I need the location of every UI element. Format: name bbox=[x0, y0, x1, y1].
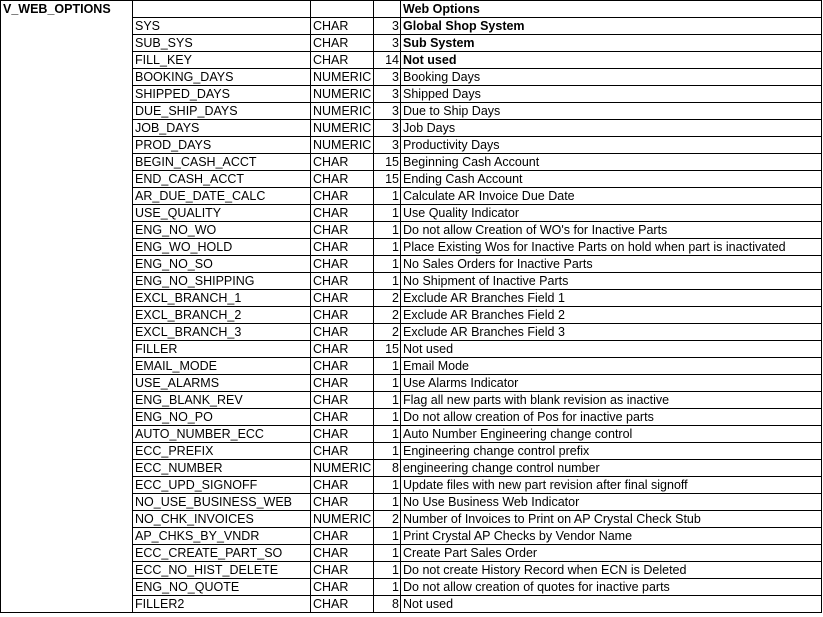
data-type-cell[interactable]: NUMERIC bbox=[311, 511, 374, 528]
description-cell[interactable]: Not used bbox=[401, 52, 822, 69]
empty-cell[interactable] bbox=[1, 579, 133, 596]
empty-cell[interactable] bbox=[1, 494, 133, 511]
description-cell[interactable]: Productivity Days bbox=[401, 137, 822, 154]
field-name-cell[interactable]: SYS bbox=[133, 18, 311, 35]
description-cell[interactable]: Global Shop System bbox=[401, 18, 822, 35]
data-type-cell[interactable]: CHAR bbox=[311, 307, 374, 324]
length-cell[interactable]: 1 bbox=[374, 545, 401, 562]
empty-cell[interactable] bbox=[1, 443, 133, 460]
description-cell[interactable]: Do not create History Record when ECN is Deleted bbox=[401, 562, 822, 579]
data-type-cell[interactable]: CHAR bbox=[311, 528, 374, 545]
field-name-cell[interactable]: ECC_UPD_SIGNOFF bbox=[133, 477, 311, 494]
table-row bbox=[1, 358, 822, 375]
length-cell[interactable]: 14 bbox=[374, 52, 401, 69]
data-type-cell[interactable]: NUMERIC bbox=[311, 120, 374, 137]
data-type-cell[interactable]: NUMERIC bbox=[311, 86, 374, 103]
table-row bbox=[1, 477, 822, 494]
table-row bbox=[1, 154, 822, 171]
field-name-cell[interactable]: AR_DUE_DATE_CALC bbox=[133, 188, 311, 205]
description-cell[interactable]: Update files with new part revision after final signoff bbox=[401, 477, 822, 494]
field-name-cell[interactable]: NO_CHK_INVOICES bbox=[133, 511, 311, 528]
length-cell[interactable]: 3 bbox=[374, 86, 401, 103]
empty-cell[interactable] bbox=[311, 1, 374, 18]
field-name-cell[interactable]: ECC_CREATE_PART_SO bbox=[133, 545, 311, 562]
length-cell[interactable]: 2 bbox=[374, 511, 401, 528]
length-cell[interactable]: 3 bbox=[374, 103, 401, 120]
data-type-cell[interactable]: CHAR bbox=[311, 239, 374, 256]
empty-cell[interactable] bbox=[1, 120, 133, 137]
data-type-cell[interactable]: CHAR bbox=[311, 392, 374, 409]
data-type-cell[interactable]: CHAR bbox=[311, 256, 374, 273]
description-cell[interactable]: Place Existing Wos for Inactive Parts on hold when part is inactivated bbox=[401, 239, 822, 256]
description-cell[interactable]: No Sales Orders for Inactive Parts bbox=[401, 256, 822, 273]
description-cell[interactable]: Exclude AR Branches Field 3 bbox=[401, 324, 822, 341]
data-type-cell[interactable]: CHAR bbox=[311, 35, 374, 52]
empty-cell[interactable] bbox=[1, 375, 133, 392]
description-cell[interactable]: Auto Number Engineering change control bbox=[401, 426, 822, 443]
empty-cell[interactable] bbox=[133, 1, 311, 18]
length-cell[interactable]: 1 bbox=[374, 375, 401, 392]
data-type-cell[interactable]: CHAR bbox=[311, 18, 374, 35]
description-cell[interactable]: Exclude AR Branches Field 2 bbox=[401, 307, 822, 324]
table-row bbox=[1, 443, 822, 460]
length-cell[interactable]: 3 bbox=[374, 69, 401, 86]
description-cell[interactable]: Due to Ship Days bbox=[401, 103, 822, 120]
data-type-cell[interactable]: CHAR bbox=[311, 341, 374, 358]
length-cell[interactable]: 1 bbox=[374, 477, 401, 494]
field-name-cell[interactable]: USE_ALARMS bbox=[133, 375, 311, 392]
description-cell[interactable]: Ending Cash Account bbox=[401, 171, 822, 188]
data-type-cell[interactable]: CHAR bbox=[311, 477, 374, 494]
length-cell[interactable]: 1 bbox=[374, 205, 401, 222]
field-name-cell[interactable]: PROD_DAYS bbox=[133, 137, 311, 154]
description-cell[interactable]: Do not allow Creation of WO's for Inactive Parts bbox=[401, 222, 822, 239]
empty-cell[interactable] bbox=[1, 477, 133, 494]
description-cell[interactable]: Job Days bbox=[401, 120, 822, 137]
table-row bbox=[1, 392, 822, 409]
empty-cell[interactable] bbox=[1, 307, 133, 324]
description-cell[interactable]: Exclude AR Branches Field 1 bbox=[401, 290, 822, 307]
empty-cell[interactable] bbox=[1, 18, 133, 35]
field-name-cell[interactable]: DUE_SHIP_DAYS bbox=[133, 103, 311, 120]
description-cell[interactable]: Use Alarms Indicator bbox=[401, 375, 822, 392]
field-name-cell[interactable]: USE_QUALITY bbox=[133, 205, 311, 222]
field-name-cell[interactable]: EXCL_BRANCH_1 bbox=[133, 290, 311, 307]
field-name-cell[interactable]: ENG_NO_SHIPPING bbox=[133, 273, 311, 290]
empty-cell[interactable] bbox=[1, 392, 133, 409]
empty-cell[interactable] bbox=[1, 52, 133, 69]
table-row bbox=[1, 273, 822, 290]
length-cell[interactable]: 1 bbox=[374, 494, 401, 511]
field-name-cell[interactable]: NO_USE_BUSINESS_WEB bbox=[133, 494, 311, 511]
length-cell[interactable]: 1 bbox=[374, 409, 401, 426]
description-cell[interactable]: Do not allow creation of Pos for inactive parts bbox=[401, 409, 822, 426]
length-cell[interactable]: 1 bbox=[374, 358, 401, 375]
description-cell[interactable]: Booking Days bbox=[401, 69, 822, 86]
field-name-cell[interactable]: FILL_KEY bbox=[133, 52, 311, 69]
table-row bbox=[1, 409, 822, 426]
empty-cell[interactable] bbox=[1, 154, 133, 171]
field-name-cell[interactable]: EMAIL_MODE bbox=[133, 358, 311, 375]
field-name-cell[interactable]: EXCL_BRANCH_2 bbox=[133, 307, 311, 324]
description-cell[interactable]: No Shipment of Inactive Parts bbox=[401, 273, 822, 290]
data-type-cell[interactable]: CHAR bbox=[311, 545, 374, 562]
length-cell[interactable]: 1 bbox=[374, 426, 401, 443]
field-name-cell[interactable]: BEGIN_CASH_ACCT bbox=[133, 154, 311, 171]
field-name-cell[interactable]: SHIPPED_DAYS bbox=[133, 86, 311, 103]
field-name-cell[interactable]: AUTO_NUMBER_ECC bbox=[133, 426, 311, 443]
table-row bbox=[1, 69, 822, 86]
description-cell[interactable]: Not used bbox=[401, 596, 822, 613]
length-cell[interactable]: 15 bbox=[374, 341, 401, 358]
data-type-cell[interactable]: CHAR bbox=[311, 579, 374, 596]
length-cell[interactable]: 2 bbox=[374, 290, 401, 307]
data-type-cell[interactable]: CHAR bbox=[311, 154, 374, 171]
table-row bbox=[1, 52, 822, 69]
table-row bbox=[1, 239, 822, 256]
empty-cell[interactable] bbox=[1, 239, 133, 256]
header-row bbox=[1, 1, 822, 18]
field-name-cell[interactable]: ENG_NO_PO bbox=[133, 409, 311, 426]
table-row bbox=[1, 103, 822, 120]
empty-cell[interactable] bbox=[1, 358, 133, 375]
length-cell[interactable]: 2 bbox=[374, 324, 401, 341]
empty-cell[interactable] bbox=[1, 460, 133, 477]
empty-cell[interactable] bbox=[1, 273, 133, 290]
empty-cell[interactable] bbox=[1, 35, 133, 52]
data-type-cell[interactable]: CHAR bbox=[311, 290, 374, 307]
empty-cell[interactable] bbox=[1, 545, 133, 562]
table-row bbox=[1, 562, 822, 579]
length-cell[interactable]: 3 bbox=[374, 35, 401, 52]
header-description-cell[interactable]: Web Options bbox=[401, 1, 822, 18]
field-name-cell[interactable]: END_CASH_ACCT bbox=[133, 171, 311, 188]
data-type-cell[interactable]: CHAR bbox=[311, 188, 374, 205]
table-row bbox=[1, 460, 822, 477]
table-row bbox=[1, 528, 822, 545]
description-cell[interactable]: Number of Invoices to Print on AP Crystal Check Stub bbox=[401, 511, 822, 528]
empty-cell[interactable] bbox=[1, 528, 133, 545]
description-cell[interactable]: Create Part Sales Order bbox=[401, 545, 822, 562]
description-cell[interactable]: Shipped Days bbox=[401, 86, 822, 103]
empty-cell[interactable] bbox=[1, 188, 133, 205]
length-cell[interactable]: 1 bbox=[374, 443, 401, 460]
table-row bbox=[1, 596, 822, 613]
length-cell[interactable]: 1 bbox=[374, 188, 401, 205]
empty-cell[interactable] bbox=[1, 103, 133, 120]
field-name-cell[interactable]: ECC_PREFIX bbox=[133, 443, 311, 460]
table-row bbox=[1, 375, 822, 392]
table-row bbox=[1, 494, 822, 511]
length-cell[interactable]: 1 bbox=[374, 528, 401, 545]
table-row bbox=[1, 35, 822, 52]
table-row bbox=[1, 205, 822, 222]
length-cell[interactable]: 1 bbox=[374, 562, 401, 579]
length-cell[interactable]: 15 bbox=[374, 171, 401, 188]
length-cell[interactable]: 8 bbox=[374, 596, 401, 613]
table-row bbox=[1, 137, 822, 154]
data-type-cell[interactable]: CHAR bbox=[311, 409, 374, 426]
field-name-cell[interactable]: FILLER bbox=[133, 341, 311, 358]
data-type-cell[interactable]: CHAR bbox=[311, 324, 374, 341]
empty-cell[interactable] bbox=[1, 341, 133, 358]
length-cell[interactable]: 1 bbox=[374, 239, 401, 256]
data-type-cell[interactable]: CHAR bbox=[311, 494, 374, 511]
empty-cell[interactable] bbox=[1, 205, 133, 222]
description-cell[interactable]: No Use Business Web Indicator bbox=[401, 494, 822, 511]
data-type-cell[interactable]: CHAR bbox=[311, 171, 374, 188]
empty-cell[interactable] bbox=[1, 290, 133, 307]
table-row bbox=[1, 256, 822, 273]
table-row bbox=[1, 341, 822, 358]
description-cell[interactable]: Calculate AR Invoice Due Date bbox=[401, 188, 822, 205]
length-cell[interactable]: 3 bbox=[374, 18, 401, 35]
field-name-cell[interactable]: ECC_NUMBER bbox=[133, 460, 311, 477]
data-type-cell[interactable]: CHAR bbox=[311, 426, 374, 443]
empty-cell[interactable] bbox=[374, 1, 401, 18]
field-name-cell[interactable]: SUB_SYS bbox=[133, 35, 311, 52]
field-name-cell[interactable]: ENG_BLANK_REV bbox=[133, 392, 311, 409]
description-cell[interactable]: Email Mode bbox=[401, 358, 822, 375]
data-type-cell[interactable]: CHAR bbox=[311, 596, 374, 613]
table-row bbox=[1, 290, 822, 307]
data-type-cell[interactable]: NUMERIC bbox=[311, 103, 374, 120]
data-type-cell[interactable]: CHAR bbox=[311, 443, 374, 460]
length-cell[interactable]: 1 bbox=[374, 222, 401, 239]
empty-cell[interactable] bbox=[1, 69, 133, 86]
description-cell[interactable]: Use Quality Indicator bbox=[401, 205, 822, 222]
field-name-cell[interactable]: ENG_NO_SO bbox=[133, 256, 311, 273]
data-type-cell[interactable]: CHAR bbox=[311, 222, 374, 239]
data-type-cell[interactable]: NUMERIC bbox=[311, 137, 374, 154]
field-name-cell[interactable]: ENG_WO_HOLD bbox=[133, 239, 311, 256]
data-type-cell[interactable]: CHAR bbox=[311, 52, 374, 69]
empty-cell[interactable] bbox=[1, 222, 133, 239]
empty-cell[interactable] bbox=[1, 596, 133, 613]
data-type-cell[interactable]: NUMERIC bbox=[311, 460, 374, 477]
length-cell[interactable]: 1 bbox=[374, 579, 401, 596]
data-type-cell[interactable]: NUMERIC bbox=[311, 69, 374, 86]
empty-cell[interactable] bbox=[1, 562, 133, 579]
table-row bbox=[1, 120, 822, 137]
data-type-cell[interactable]: CHAR bbox=[311, 375, 374, 392]
description-cell[interactable]: Do not allow creation of quotes for inactive parts bbox=[401, 579, 822, 596]
description-cell[interactable]: Beginning Cash Account bbox=[401, 154, 822, 171]
table-row bbox=[1, 171, 822, 188]
data-type-cell[interactable]: CHAR bbox=[311, 273, 374, 290]
table-row bbox=[1, 18, 822, 35]
table-row bbox=[1, 579, 822, 596]
length-cell[interactable]: 15 bbox=[374, 154, 401, 171]
field-name-cell[interactable]: EXCL_BRANCH_3 bbox=[133, 324, 311, 341]
table-row bbox=[1, 511, 822, 528]
empty-cell[interactable] bbox=[1, 409, 133, 426]
length-cell[interactable]: 3 bbox=[374, 137, 401, 154]
length-cell[interactable]: 8 bbox=[374, 460, 401, 477]
description-cell[interactable]: Engineering change control prefix bbox=[401, 443, 822, 460]
description-cell[interactable]: Sub System bbox=[401, 35, 822, 52]
field-name-cell[interactable]: ENG_NO_WO bbox=[133, 222, 311, 239]
length-cell[interactable]: 1 bbox=[374, 256, 401, 273]
spreadsheet-body bbox=[1, 1, 822, 613]
length-cell[interactable]: 1 bbox=[374, 392, 401, 409]
empty-cell[interactable] bbox=[1, 324, 133, 341]
field-name-cell[interactable]: AP_CHKS_BY_VNDR bbox=[133, 528, 311, 545]
empty-cell[interactable] bbox=[1, 426, 133, 443]
length-cell[interactable]: 3 bbox=[374, 120, 401, 137]
data-type-cell[interactable]: CHAR bbox=[311, 205, 374, 222]
empty-cell[interactable] bbox=[1, 511, 133, 528]
field-name-cell[interactable]: FILLER2 bbox=[133, 596, 311, 613]
empty-cell[interactable] bbox=[1, 256, 133, 273]
field-name-cell[interactable]: ECC_NO_HIST_DELETE bbox=[133, 562, 311, 579]
table-row bbox=[1, 307, 822, 324]
description-cell[interactable]: Not used bbox=[401, 341, 822, 358]
length-cell[interactable]: 1 bbox=[374, 273, 401, 290]
description-cell[interactable]: Flag all new parts with blank revision as inactive bbox=[401, 392, 822, 409]
table-row bbox=[1, 426, 822, 443]
description-cell[interactable]: Print Crystal AP Checks by Vendor Name bbox=[401, 528, 822, 545]
field-name-cell[interactable]: JOB_DAYS bbox=[133, 120, 311, 137]
empty-cell[interactable] bbox=[1, 171, 133, 188]
empty-cell[interactable] bbox=[1, 137, 133, 154]
table-row bbox=[1, 188, 822, 205]
table-row bbox=[1, 324, 822, 341]
empty-cell[interactable] bbox=[1, 86, 133, 103]
field-name-cell[interactable]: BOOKING_DAYS bbox=[133, 69, 311, 86]
length-cell[interactable]: 2 bbox=[374, 307, 401, 324]
data-type-cell[interactable]: CHAR bbox=[311, 358, 374, 375]
table-name-cell[interactable]: V_WEB_OPTIONS bbox=[1, 1, 133, 18]
table-row bbox=[1, 545, 822, 562]
table-row bbox=[1, 222, 822, 239]
table-row bbox=[1, 86, 822, 103]
description-cell[interactable]: engineering change control number bbox=[401, 460, 822, 477]
data-type-cell[interactable]: CHAR bbox=[311, 562, 374, 579]
field-name-cell[interactable]: ENG_NO_QUOTE bbox=[133, 579, 311, 596]
